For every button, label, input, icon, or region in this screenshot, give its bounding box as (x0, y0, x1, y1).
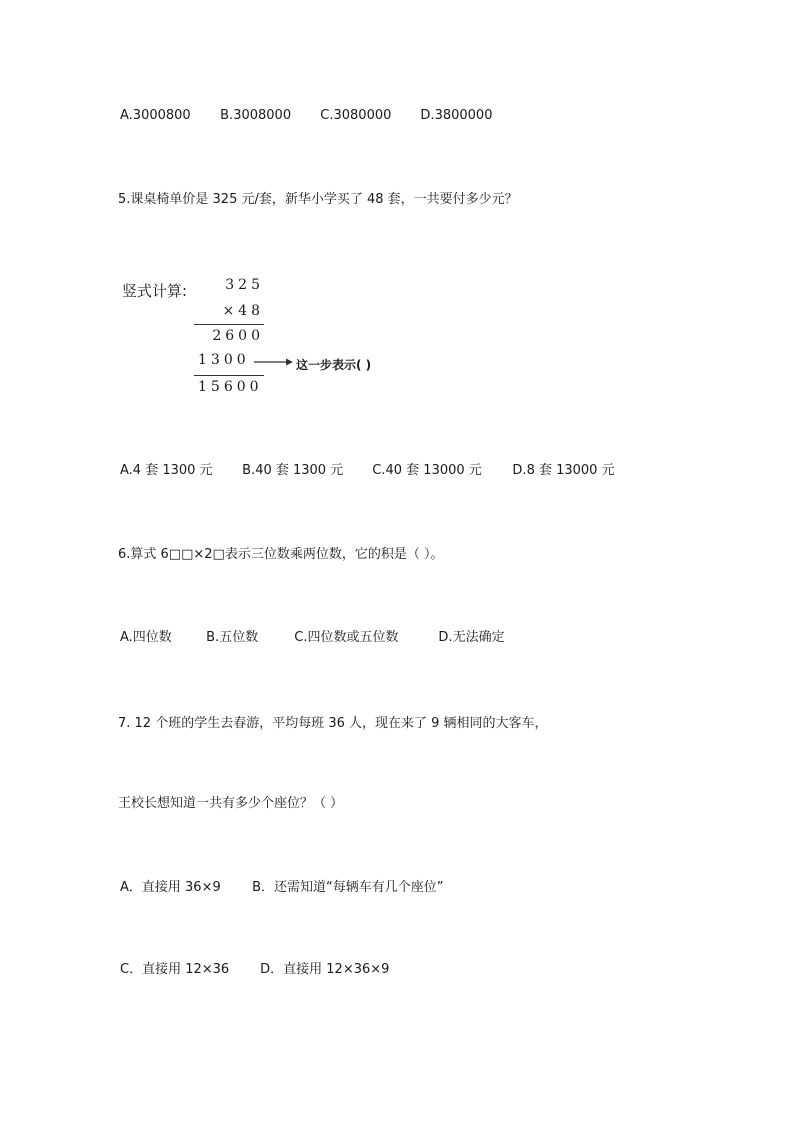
q5-option-c: C.40 套 13000 元 (372, 463, 482, 478)
q6-option-a: A.四位数 (120, 630, 172, 645)
q5-option-b: B.40 套 1300 元 (242, 463, 344, 478)
q6-option-b: B.五位数 (206, 630, 259, 645)
vc-total: 15600 (198, 379, 263, 395)
vc-multiplier: ×48 (222, 303, 264, 319)
q7-options-ab (120, 879, 444, 897)
q5-stem: 5.课桌椅单价是 325 元/套，新华小学买了 48 套，一共要付多少元？ (118, 192, 518, 207)
q7-options-cd (120, 961, 389, 979)
q4-options (120, 107, 492, 125)
vc-rule-1 (194, 324, 264, 325)
q6-stem: 6.算式 6□□×2□表示三位数乘两位数，它的积是（ ）。 (118, 547, 444, 562)
q7-option-d: D．直接用 12×36×9 (260, 962, 390, 977)
q7-stem-line-1: 7. 12 个班的学生去春游，平均每班 36 人，现在来了 9 辆相同的大客车， (118, 716, 548, 731)
q4-option-d: D.3800000 (420, 108, 493, 123)
vc-step-note: 这一步表示( ) (296, 358, 372, 372)
q5-options (120, 462, 615, 480)
q5-option-d: D.8 套 13000 元 (512, 463, 615, 478)
vc-multiplicand: 325 (225, 277, 264, 293)
q7-option-a: A．直接用 36×9 (120, 880, 221, 895)
q7-stem-line-2: 王校长想知道一共有多少个座位？（ ） (118, 796, 344, 811)
q5-option-a: A.4 套 1300 元 (120, 463, 213, 478)
vc-rule-2 (194, 375, 264, 376)
vc-partial-1: 2600 (212, 328, 264, 344)
vertical-calculation (120, 272, 440, 402)
q4-option-b: B.3008000 (220, 108, 292, 123)
arrow-icon (254, 357, 294, 367)
q7-option-b: B．还需知道“每辆车有几个座位” (252, 880, 444, 895)
vc-partial-2: 1300 (198, 352, 250, 368)
q4-option-c: C.3080000 (320, 108, 392, 123)
q6-option-c: C.四位数或五位数 (294, 630, 399, 645)
q6-options (120, 629, 505, 647)
q6-option-d: D.无法确定 (438, 630, 505, 645)
vertical-calc-label: 竖式计算: (122, 282, 188, 300)
q7-option-c: C．直接用 12×36 (120, 962, 230, 977)
q4-option-a: A.3000800 (120, 108, 191, 123)
